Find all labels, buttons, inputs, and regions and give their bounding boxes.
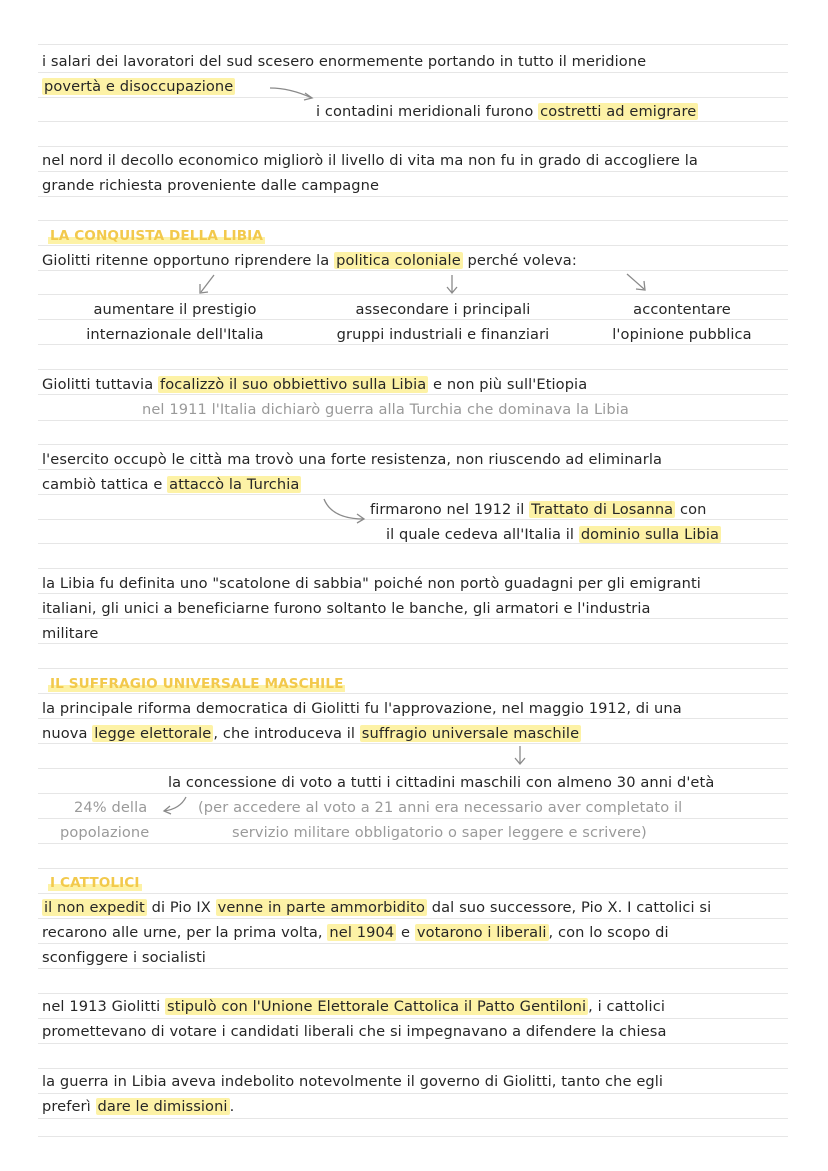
gentiloni-line1: nel 1913 Giolitti stipulò con l'Unione Elettorale Cattolica il Patto Gentiloni , i cattolici xyxy=(42,998,665,1015)
p1-line3: i contadini meridionali furono costretti ad emigrare xyxy=(316,103,697,120)
hl-ammorbidito: venne in parte ammorbidito xyxy=(217,899,426,916)
reason3-line1: accontentare xyxy=(633,301,731,318)
hl-focus-libia: focalizzò il suo obbiettivo sulla Libia xyxy=(159,376,427,393)
sabbia-line1: la Libia fu definita uno "scatolone di sabbia" poiché non portò guadagni per gli emigranti xyxy=(42,575,701,592)
p2-line2: grande richiesta proveniente dalle campagne xyxy=(42,177,380,194)
reason3-line2: l'opinione pubblica xyxy=(612,326,752,343)
cattolici-line1: il non expedit di Pio IX venne in parte ammorbidito dal suo successore, Pio X. I cattolici si xyxy=(44,899,712,916)
dimissioni-line1: la guerra in Libia aveva indebolito notevolmente il governo di Giolitti, tanto che egli xyxy=(42,1073,664,1090)
sabbia-line2: italiani, gli unici a beneficiarne furono soltanto le banche, gli armatori e l'industria xyxy=(42,600,651,617)
dimissioni-line2: preferì dare le dimissioni . xyxy=(42,1098,235,1115)
note-24-line2: popolazione xyxy=(60,824,150,841)
heading-libia: LA CONQUISTA DELLA LIBIA xyxy=(50,228,263,244)
hl-trattato-losanna: Trattato di Losanna xyxy=(531,501,674,518)
hl-patto-gentiloni: stipulò con l'Unione Elettorale Cattolica il Patto Gentiloni xyxy=(167,998,587,1015)
hl-votarono-liberali: votarono i liberali xyxy=(416,924,547,941)
cattolici-line2: recarono alle urne, per la prima volta, nel 1904 e votarono i liberali , con lo scopo di xyxy=(42,924,669,941)
reason2-line2: gruppi industriali e finanziari xyxy=(336,326,550,343)
hl-dominio-libia: dominio sulla Libia xyxy=(580,526,720,543)
sabbia-line3: militare xyxy=(42,625,99,642)
cattolici-line3: sconfiggere i socialisti xyxy=(42,949,206,966)
hl-attacco-turchia: attaccò la Turchia xyxy=(169,476,300,493)
suffragio-line2: nuova legge elettorale , che introduceva il suffragio universale maschile xyxy=(42,725,580,742)
treaty-line1: firmarono nel 1912 il Trattato di Losanna con xyxy=(370,501,707,518)
reason2-line1: assecondare i principali xyxy=(355,301,531,318)
arrow-curve-icon xyxy=(322,497,368,525)
hl-politica-coloniale: politica coloniale xyxy=(336,252,461,269)
hl-non-expedit: il non expedit xyxy=(44,899,145,916)
note-24-line1: 24% della xyxy=(74,799,148,816)
arrow-right-icon xyxy=(268,86,316,106)
note-1911: nel 1911 l'Italia dichiarò guerra alla Turchia che dominava la Libia xyxy=(142,401,629,418)
suffragio-def-line3: servizio militare obbligatorio o saper leggere e scrivere) xyxy=(232,824,647,841)
p1-line1: i salari dei lavoratori del sud scesero enormemente portando in tutto il meridione xyxy=(42,53,647,70)
libia-army-line2: cambiò tattica e attaccò la Turchia xyxy=(42,476,300,493)
heading-cattolici: I CATTOLICI xyxy=(50,875,140,891)
hl-legge-elettorale: legge elettorale xyxy=(94,725,212,742)
reason1-line2: internazionale dell'Italia xyxy=(86,326,264,343)
libia-army-line1: l'esercito occupò le città ma trovò una forte resistenza, non riuscendo ad eliminarla xyxy=(42,451,663,468)
arrow-down-left-icon xyxy=(196,273,218,297)
heading-suffragio: IL SUFFRAGIO UNIVERSALE MASCHILE xyxy=(50,676,344,692)
gentiloni-line2: promettevano di votare i candidati liberali che si impegnavano a difendere la chiesa xyxy=(42,1023,667,1040)
hl-poverta: povertà e disoccupazione xyxy=(44,78,234,95)
libia-intro: Giolitti ritenne opportuno riprendere la politica coloniale perché voleva: xyxy=(42,252,577,269)
hl-dimissioni: dare le dimissioni xyxy=(97,1098,228,1115)
treaty-line2: il quale cedeva all'Italia il dominio sulla Libia xyxy=(386,526,720,543)
arrow-down-icon xyxy=(444,273,460,297)
hl-emigrare: costretti ad emigrare xyxy=(540,103,697,120)
arrow-down-icon xyxy=(512,744,528,768)
suffragio-line1: la principale riforma democratica di Giolitti fu l'approvazione, nel maggio 1912, di una xyxy=(42,700,682,717)
libia-focus: Giolitti tuttavia focalizzò il suo obbiettivo sulla Libia e non più sull'Etiopia xyxy=(42,376,588,393)
reason1-line1: aumentare il prestigio xyxy=(93,301,257,318)
arrow-down-right-icon xyxy=(624,272,650,296)
p1-line2 xyxy=(42,78,235,96)
arrow-left-icon xyxy=(160,795,190,817)
hl-1904: nel 1904 xyxy=(329,924,395,941)
suffragio-def-line2: (per accedere al voto a 21 anni era necessario aver completato il xyxy=(198,799,683,816)
p2-line1: nel nord il decollo economico migliorò il livello di vita ma non fu in grado di accogliere la xyxy=(42,152,698,169)
suffragio-def-line1: la concessione di voto a tutti i cittadini maschili con almeno 30 anni d'età xyxy=(168,774,715,791)
hl-suffragio-universale: suffragio universale maschile xyxy=(361,725,580,742)
